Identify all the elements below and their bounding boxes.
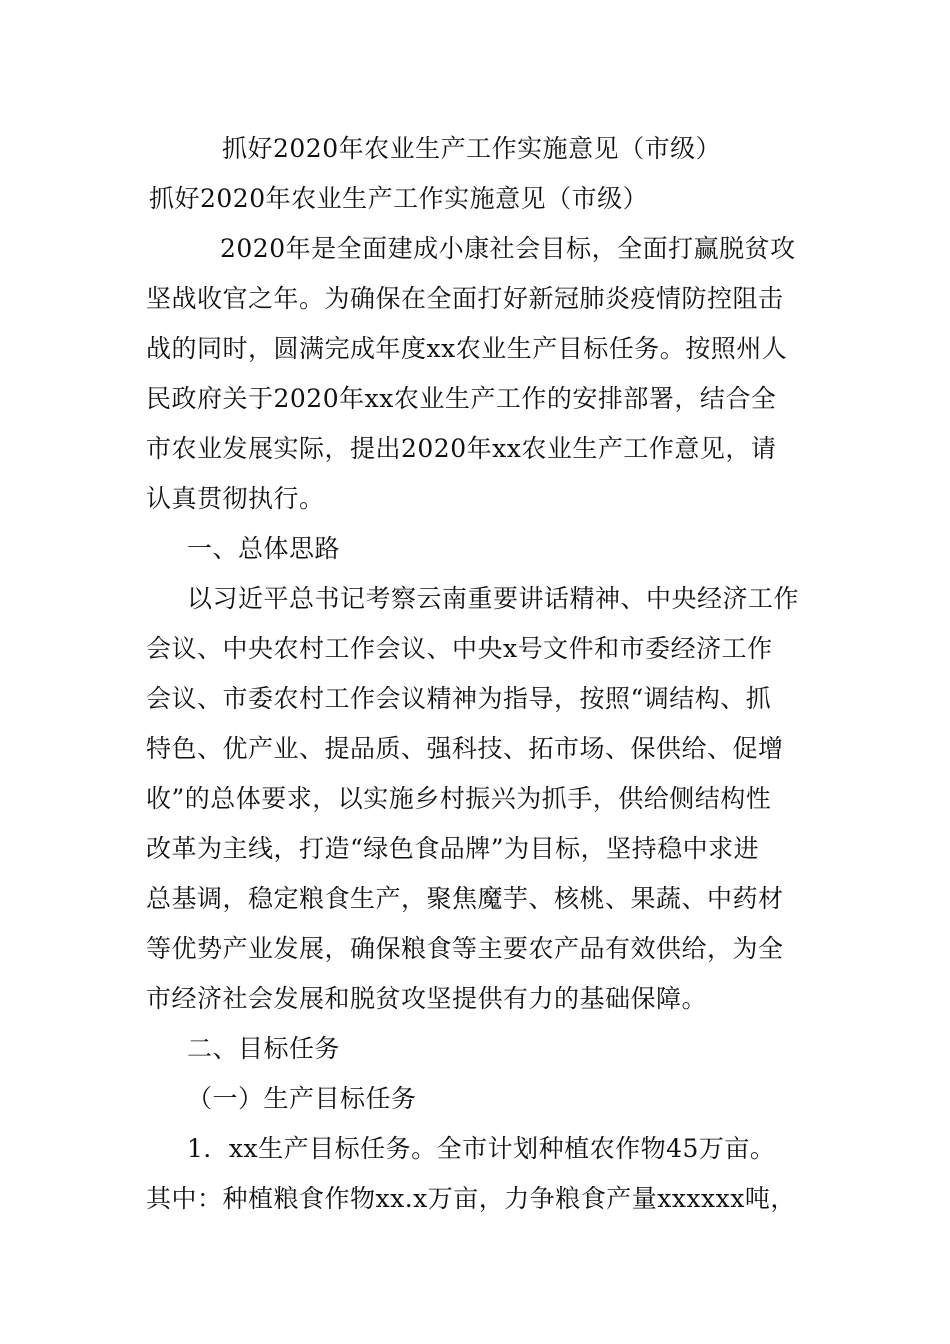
section-line: 以习近平总书记考察云南重要讲话精神、中央经济工作 <box>187 584 800 613</box>
section-line: 等优势产业发展，确保粮食等主要农产品有效供给，为全 <box>146 934 784 963</box>
intro-line: 市农业发展实际，提出2020年xx农业生产工作意见，请 <box>146 434 777 463</box>
section-heading: 一、总体思路 <box>187 534 341 563</box>
section-heading: 二、目标任务 <box>187 1034 341 1063</box>
section-line: 会议、市委农村工作会议精神为指导，按照“调结构、抓 <box>146 684 772 713</box>
intro-line: 认真贯彻执行。 <box>146 484 325 513</box>
intro-line: 2020年是全面建成小康社会目标，全面打赢脱贫攻 <box>220 234 796 263</box>
section-line: 特色、优产业、提品质、强科技、拓市场、保供给、促增 <box>146 734 784 763</box>
section-line: 市经济社会发展和脱贫攻坚提供有力的基础保障。 <box>146 984 708 1013</box>
intro-line: 坚战收官之年。为确保在全面打好新冠肺炎疫情防控阻击 <box>146 284 784 313</box>
document-subtitle: 抓好2020年农业生产工作实施意见（市级） <box>149 184 649 213</box>
document-title: 抓好2020年农业生产工作实施意见（市级） <box>222 134 722 163</box>
item-line: 1．xx生产目标任务。全市计划种植农作物45万亩。 <box>187 1134 776 1163</box>
section-line: 改革为主线，打造“绿色食品牌”为目标，坚持稳中求进 <box>146 834 760 863</box>
intro-line: 民政府关于2020年xx农业生产工作的安排部署，结合全 <box>146 384 777 413</box>
item-line: 其中：种植粮食作物xx.x万亩，力争粮食产量xxxxxx吨， <box>146 1184 796 1213</box>
section-line: 总基调，稳定粮食生产，聚焦魔芋、核桃、果蔬、中药材 <box>146 884 784 913</box>
intro-line: 战的同时，圆满完成年度xx农业生产目标任务。按照州人 <box>146 334 788 363</box>
subsection-heading: （一）生产目标任务 <box>187 1084 417 1113</box>
section-line: 会议、中央农村工作会议、中央x号文件和市委经济工作 <box>146 634 773 663</box>
section-line: 收”的总体要求，以实施乡村振兴为抓手，供给侧结构性 <box>146 784 772 813</box>
